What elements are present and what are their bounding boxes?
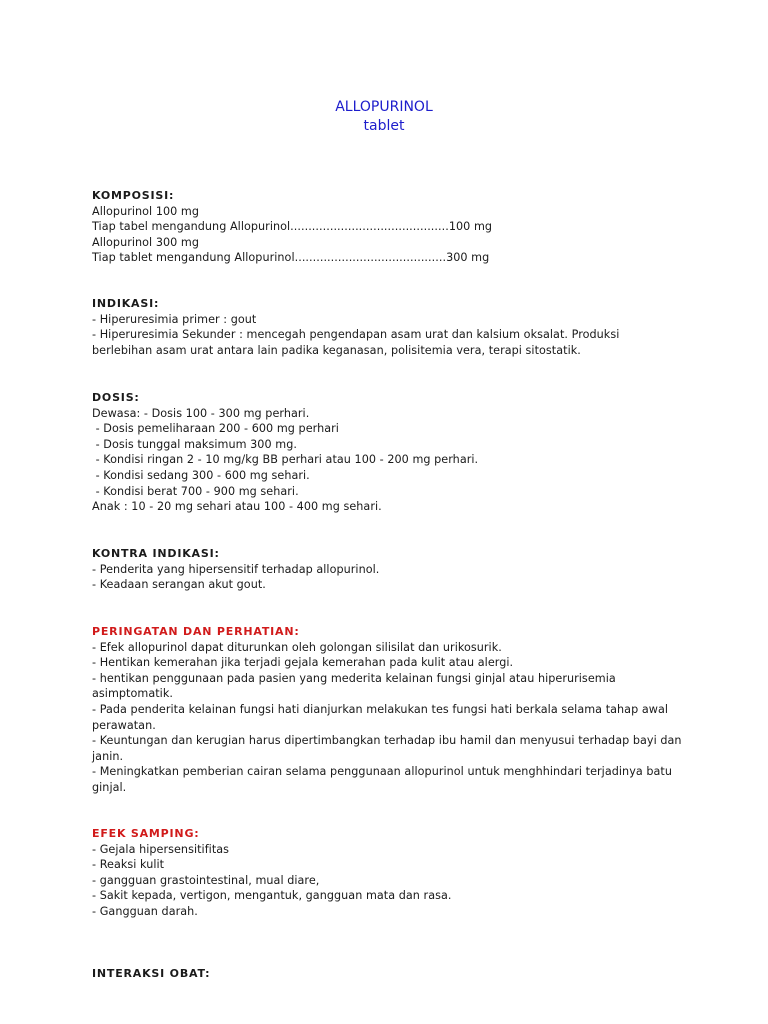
- section-efek-samping: [92, 826, 682, 920]
- section-heading-warning: PERINGATAN DAN PERHATIAN:: [92, 625, 300, 638]
- section-heading: KONTRA INDIKASI:: [92, 547, 220, 560]
- kontra-indikasi-line: - Keadaan serangan akut gout.: [92, 578, 266, 592]
- section-heading: INDIKASI:: [92, 297, 160, 310]
- dosis-line: - Kondisi ringan 2 - 10 mg/kg BB perhari atau 100 - 200 mg perhari.: [92, 453, 479, 467]
- dosis-line: Dewasa: - Dosis 100 - 300 mg perhari.: [92, 406, 310, 420]
- dosis-line: - Kondisi sedang 300 - 600 mg sehari.: [92, 468, 310, 482]
- peringatan-line: - hentikan penggunaan pada pasien yang mederita kelainan fungsi ginjal atau hiperurisemia asimptomatik.: [92, 671, 620, 701]
- section-komposisi: [92, 188, 682, 266]
- peringatan-line: - Hentikan kemerahan jika terjadi gejala kemerahan pada kulit atau alergi.: [92, 656, 514, 670]
- title-form: tablet: [363, 118, 405, 134]
- section-heading: KOMPOSISI:: [92, 189, 175, 202]
- section-peringatan: [92, 624, 686, 796]
- section-kontra-indikasi: [92, 546, 682, 593]
- komposisi-line: Allopurinol 100 mg: [92, 204, 200, 218]
- section-heading: DOSIS:: [92, 391, 140, 404]
- indikasi-line: - Hiperuresimia primer : gout: [92, 312, 257, 326]
- peringatan-line: - Meningkatkan pemberian cairan selama penggunaan allopurinol untuk menghhindari terjadinya batu ginjal.: [92, 765, 676, 794]
- dosis-line: Anak : 10 - 20 mg sehari atau 100 - 400 mg sehari.: [92, 500, 382, 514]
- efek-samping-line: - Gangguan darah.: [92, 904, 198, 918]
- dosis-line: - Dosis pemeliharaan 200 - 600 mg perhari: [92, 422, 339, 436]
- section-indikasi: [92, 296, 682, 358]
- dosis-line: - Dosis tunggal maksimum 300 mg.: [92, 437, 297, 451]
- document-title: [0, 98, 768, 136]
- peringatan-line: - Efek allopurinol dapat diturunkan oleh golongan silisilat dan urikosurik.: [92, 640, 502, 654]
- efek-samping-line: - Gejala hipersensitifitas: [92, 842, 230, 856]
- efek-samping-line: - gangguan grastointestinal, mual diare,: [92, 873, 320, 887]
- komposisi-line: Allopurinol 300 mg: [92, 235, 200, 249]
- section-heading-side-effects: EFEK SAMPING:: [92, 827, 200, 840]
- peringatan-line: - Pada penderita kelainan fungsi hati dianjurkan melakukan tes fungsi hati berkala selama tahap awal perawatan.: [92, 702, 672, 732]
- kontra-indikasi-line: - Penderita yang hipersensitif terhadap allopurinol.: [92, 562, 380, 576]
- efek-samping-line: - Sakit kepada, vertigon, mengantuk, gangguan mata dan rasa.: [92, 889, 452, 903]
- section-dosis: [92, 390, 682, 515]
- peringatan-line: - Keuntungan dan kerugian harus dipertimbangkan terhadap ibu hamil dan menyusui terhadap bayi dan janin.: [92, 734, 686, 763]
- title-drug-name: ALLOPURINOL: [335, 99, 433, 115]
- section-heading: INTERAKSI OBAT:: [92, 967, 211, 980]
- section-interaksi-obat: [92, 966, 682, 982]
- komposisi-line: Tiap tablet mengandung Allopurinol..........................................300 mg: [92, 251, 490, 265]
- dosis-line: - Kondisi berat 700 - 900 mg sehari.: [92, 484, 299, 498]
- efek-samping-line: - Reaksi kulit: [92, 858, 165, 872]
- indikasi-line: - Hiperuresimia Sekunder : mencegah pengendapan asam urat dan kalsium oksalat. Produksi berlebihan asam urat antara lain padika keganasan, polisitemia vera, terapi sitostatik.: [92, 328, 623, 357]
- komposisi-line: Tiap tabel mengandung Allopurinol............................................100 mg: [92, 220, 493, 234]
